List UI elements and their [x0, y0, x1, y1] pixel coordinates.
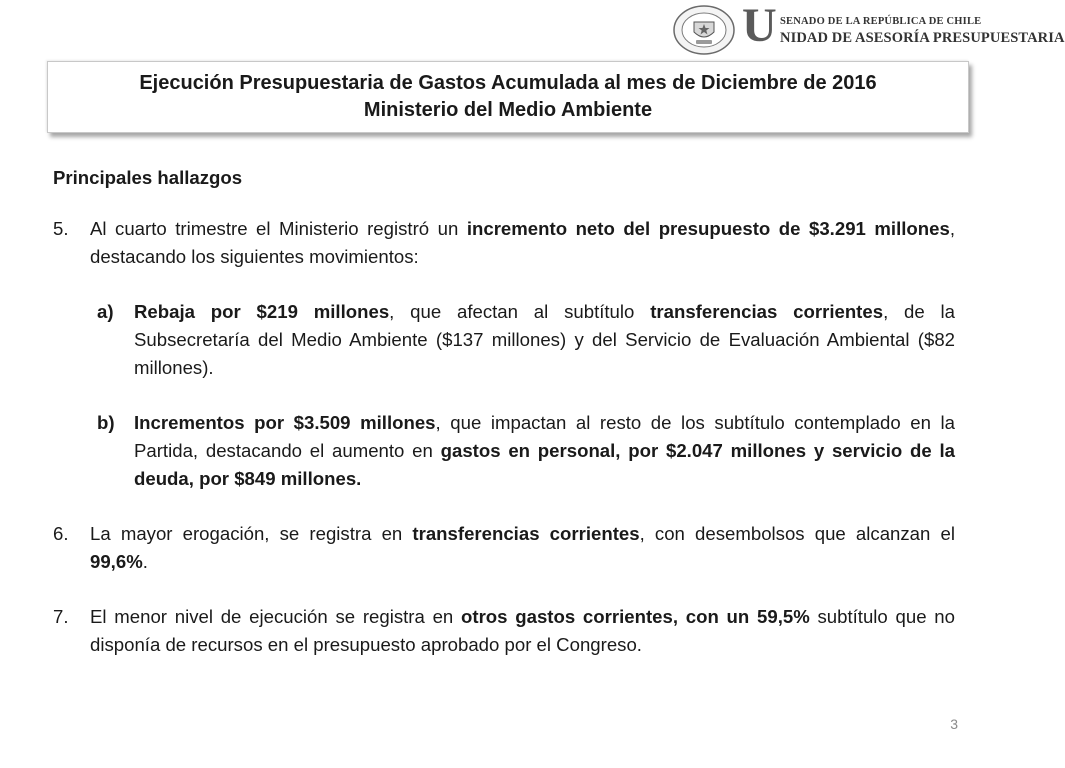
- item-number: 7.: [53, 606, 69, 627]
- item-number: 5.: [53, 218, 69, 239]
- finding-item-7: [53, 603, 955, 659]
- title-box: [47, 61, 969, 133]
- bold-run: otros gastos corrientes, con un 59,5%: [461, 606, 810, 627]
- text-run: , de la Subsecretaría del Medio Ambiente ($137 millones) y del Servicio de Evaluación Ambiental ($82 millones).: [134, 301, 956, 378]
- bold-run: transferencias corrientes: [412, 523, 640, 544]
- bold-run: transferencias corrientes: [650, 301, 884, 322]
- sub-item-text: [134, 298, 955, 382]
- sub-item-letter: b): [97, 412, 115, 433]
- bold-run: Rebaja por $219 millones: [134, 301, 390, 322]
- finding-item-6: [53, 520, 955, 576]
- brand-senado-label: SENADO DE LA REPÚBLICA DE CHILE: [780, 16, 982, 27]
- sub-item-letter: a): [97, 301, 114, 322]
- text-run: subtítulo que no disponía de recursos en el presupuesto aprobado por el Congreso.: [90, 606, 955, 655]
- page-subtitle: Ministerio del Medio Ambiente: [363, 99, 653, 121]
- bold-run: Incrementos por $3.509 millones: [134, 412, 436, 433]
- item-number: 6.: [53, 523, 69, 544]
- page-number: 3: [950, 716, 958, 732]
- text-run: La mayor erogación, se registra en: [90, 523, 413, 544]
- senado-seal-icon: [672, 4, 736, 56]
- item-text: [90, 603, 955, 659]
- sub-item-text: [134, 409, 955, 493]
- text-run: , que afectan al subtítulo: [389, 301, 651, 322]
- section-heading: Principales hallazgos: [53, 167, 243, 188]
- page-title: Ejecución Presupuestaria de Gastos Acumulada al mes de Diciembre de 2016: [139, 72, 877, 94]
- senado-logo: [672, 0, 1065, 56]
- text-run: , con desembolsos que alcanzan el: [639, 523, 955, 544]
- item-text: [90, 215, 955, 271]
- brand-letter: U: [742, 0, 777, 52]
- finding-item-5b: [97, 409, 955, 493]
- text-run: Al cuarto trimestre el Ministerio registró un: [90, 218, 467, 239]
- brand-unit-label: NIDAD DE ASESORÍA PRESUPUESTARIA: [780, 30, 1065, 46]
- bold-run: gastos en personal, por $2.047 millones y servicio de la deuda, por $849 millones.: [134, 440, 955, 489]
- text-run: , destacando los siguientes movimientos:: [90, 218, 955, 267]
- text-run: , que impactan al resto de los subtítulo contemplado en la Partida, destacando el aumento en: [134, 412, 956, 461]
- text-run: .: [142, 551, 148, 572]
- text-run: El menor nivel de ejecución se registra en: [90, 606, 462, 627]
- finding-item-5a: [97, 298, 955, 382]
- bold-run: incremento neto del presupuesto de $3.291 millones: [466, 218, 950, 239]
- bold-run: 99,6%: [90, 551, 143, 572]
- item-text: [90, 520, 955, 576]
- findings-content: [53, 164, 955, 659]
- finding-item-5: [53, 215, 955, 271]
